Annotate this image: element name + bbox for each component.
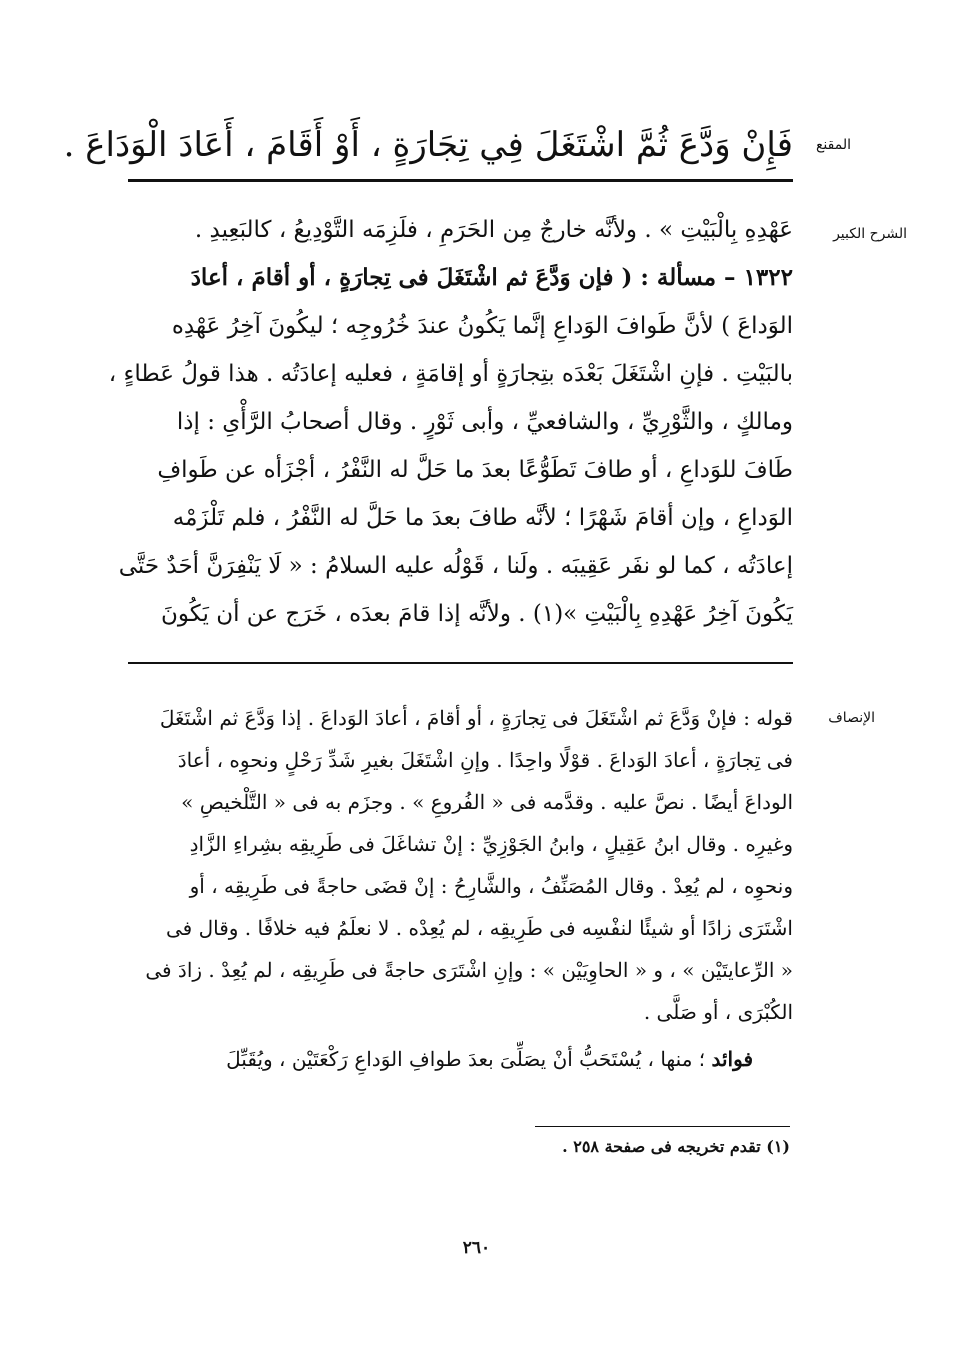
insaf-text bbox=[128, 697, 793, 1085]
sharh-line: ومالكٍ ، والثَّوْرِيِّ ، والشافعيِّ ، وأبى ثَوْرٍ . وقال أصحابُ الرَّأْىِ : إذا bbox=[176, 409, 793, 435]
insaf-label: الإنصاف bbox=[828, 710, 875, 726]
fawaid-text: ؛ منها ، يُسْتَحَبُّ أنْ يصَلِّىَ بعدَ طوافِ الوَداعِ رَكْعَتَيْن ، ويُقَبِّلَ bbox=[226, 1047, 706, 1071]
muqni-label: المقنع bbox=[815, 137, 851, 153]
fawaid-label: فوائد bbox=[711, 1047, 753, 1071]
insaf-line: وغيرِه . وقال ابنُ عَقِيلٍ ، وابنُ الجَوْزِيِّ : إنْ تشاغَلَ فى طَرِيقِه بشِراءِ الزَّادِ bbox=[189, 832, 793, 856]
insaf-line: فى تِجارَةٍ ، أعادَ الوَداعَ . قوْلًا واحِدًا . وإنِ اشْتَغَلَ بغيرِ شَدِّ رَحْلٍ ونحوِه ، أعادَ bbox=[177, 748, 793, 772]
insaf-line: الكُبْرَى ، أو صَلَّى . bbox=[643, 1000, 793, 1024]
sharh-label: الشرح الكبير bbox=[833, 226, 907, 242]
insaf-line: « الرِّعايتَيْن » ، و « الحاوِيَيْن » : وإنِ اشْتَرَى حاجةً فى طَرِيقِه ، لم يُعِدْ . زادَ فى bbox=[145, 958, 793, 982]
sharh-divider bbox=[128, 662, 793, 664]
muqni-text bbox=[63, 120, 793, 170]
sharh-line: يَكُونَ آخِرُ عَهْدِهِ بِالْبَيْتِ »(١) . ولأنَّه إذا قامَ بعدَه ، خَرَج عن أن يَكُونَ bbox=[161, 601, 793, 627]
sharh-issue-line: ١٣٢٢ – مسألة : ( فإن وَدَّعَ ثم اشْتَغَلَ فى تِجارَةٍ ، أو أقامَ ، أعادَ bbox=[190, 264, 793, 291]
muqni-divider bbox=[128, 179, 793, 182]
insaf-line: اشْتَرَى زادًا أو شيئًا لنفْسِه فى طَرِيقِه ، لم يُعِدْه . لا نعلَمُ فيه خلافًا . وقال فى bbox=[166, 916, 793, 940]
sharh-line: بالبَيْتِ . فإنِ اشْتَغَلَ بَعْدَه بتِجارَةٍ أو إقامَةٍ ، فعليه إعادَتُه . هذا قولُ عَطاءٍ ، bbox=[108, 361, 793, 387]
muqni-line: فَإِنْ وَدَّعَ ثُمَّ اشْتَغَلَ فِي تِجَارَةٍ ، أَوْ أَقَامَ ، أَعَادَ الْوَدَاعَ . bbox=[63, 125, 793, 165]
sharh-line: الوَداعِ ، وإن أقامَ شَهْرًا ؛ لأنَّه طافَ بعدَ ما حَلَّ له النَّفْرُ ، فلم تَلْزَمْه bbox=[172, 505, 793, 531]
sharh-text bbox=[108, 206, 793, 638]
insaf-line: ونحوِه ، لم يُعِدْ . وقال المُصَنِّفُ ، والشَّارِحُ : إنْ قضَى حاجةً فى طَرِيقِه ، أو bbox=[189, 874, 793, 898]
sharh-line: عَهْدِهِ بِالْبَيْتِ » . ولأنَّه خارجٌ مِن الحَرَمِ ، فلَزِمَه التَّوْدِيعُ ، كالبَعِيدِ . bbox=[194, 217, 793, 243]
sharh-line: طَافَ للوَداعِ ، أو طافَ تَطَوُّعًا بعدَ ما حَلَّ له النَّفْرُ ، أجْزَأه عن طَوافِ bbox=[157, 457, 793, 483]
insaf-fawaid-line bbox=[128, 1033, 793, 1085]
footnote: (١) تقدم تخريجه فى صفحة ٢٥٨ . bbox=[562, 1137, 790, 1156]
page-number: ٢٦٠ bbox=[462, 1238, 491, 1258]
sharh-line: إعادَتُه ، كما لو نفَر عَقِيبَه . ولَنا ، قَوْلُه عليه السلامُ : « لَا يَنْفِرَنَّ أحَدٌ حَتَّى bbox=[118, 553, 793, 579]
footnote-divider bbox=[535, 1126, 790, 1127]
insaf-line: قوله : فإنْ وَدَّعَ ثم اشْتَغَلَ فى تِجارَةٍ ، أو أقامَ ، أعادَ الوَداعَ . إذا وَدَّعَ ثم اشْتَغَلَ bbox=[159, 706, 793, 730]
insaf-line: الوداعَ أيضًا . نصَّ عليه . وقدَّمه فى « الفُروعِ » . وجزَم به فى « التَّلْخيصِ » bbox=[181, 790, 793, 814]
sharh-line: الوَداعَ ) لأنَّ طَوافَ الوَداعِ إنَّما يَكُونُ عندَ خُرُوجِه ؛ ليكُونَ آخِرُ عَهْدِه bbox=[171, 313, 793, 339]
